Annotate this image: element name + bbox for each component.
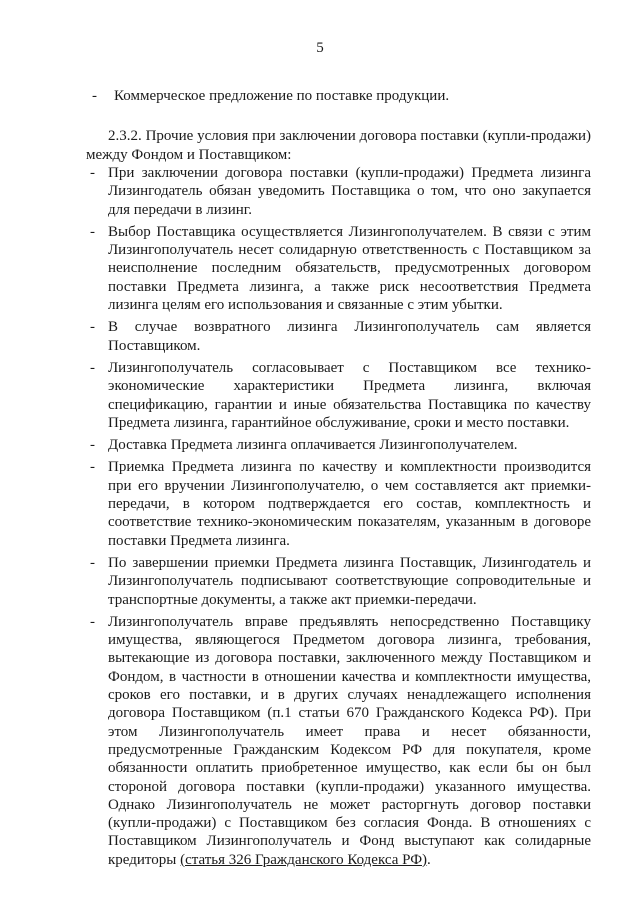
last-item-body: Лизингополучатель вправе предъявлять непосредственно Поставщику имущества, являющегося Предметом договора лизинга, требования, вытекающие из договора поставки, заключенного между Поставщиком и Фондом, в частности в отношении качества и комплектности имущества, сроков его поставки, и в других случаях ненадлежащего исполнения договора Поставщиком (п.1 статьи 670 Гражданского Кодекса РФ). При этом Лизингополучатель имеет права и несет обязанности, предусмотренные Гражданским Кодексом РФ для покупателя, кроме обязанности оплатить приобретенное имущество, как если бы он был стороной договора поставки (купли-продажи) указанного имущества. Однако Лизингополучатель не может расторгнуть договор поставки (купли-продажи) с Поставщиком без согласия Фонда. В отношениях с Поставщиком Лизингополучатель и Фонд выступают как солидарные кредиторы xyxy=(108,613,591,868)
list-item xyxy=(86,436,591,454)
page-number: 5 xyxy=(316,40,324,56)
last-item-end: . xyxy=(427,851,431,868)
list-item-text: Доставка Предмета лизинга оплачивается Лизингополучателем. xyxy=(108,437,518,454)
bullet-dash: - xyxy=(90,359,95,376)
section-heading: 2.3.2. Прочие условия при заключении договора поставки (купли-продажи) между Фондом и Поставщиком: xyxy=(86,128,591,163)
bullet-dash: - xyxy=(90,437,95,454)
list-item xyxy=(86,164,591,219)
list-item xyxy=(86,613,591,869)
bullet-dash: - xyxy=(90,319,95,336)
bullet-dash: - xyxy=(90,223,95,240)
conditions-list xyxy=(86,164,591,873)
list-item-text: По завершении приемки Предмета лизинга Поставщик, Лизингодатель и Лизингополучатель подписывают соответствующие сопроводительные и транспортные документы, а также акт приемки-передачи. xyxy=(108,554,591,608)
list-item xyxy=(86,359,591,432)
bullet-dash: - xyxy=(90,459,95,476)
list-item xyxy=(86,223,591,314)
intro-list-item xyxy=(92,88,449,105)
list-item-text: При заключении договора поставки (купли-продажи) Предмета лизинга Лизингодатель обязан уведомить Поставщика о том, что оно закупается для передачи в лизинг. xyxy=(108,165,591,218)
list-item-text: В случае возвратного лизинга Лизингополучатель сам является Поставщиком. xyxy=(108,319,591,354)
bullet-dash: - xyxy=(90,165,95,181)
list-item xyxy=(86,318,591,355)
bullet-dash: - xyxy=(90,613,95,630)
list-item xyxy=(86,458,591,549)
list-item-text: Выбор Поставщика осуществляется Лизингополучателем. В связи с этим Лизингополучатель несет солидарную ответственность с Поставщиком за неисполнение последним обязательств, предусмотренных договором поставки Предмета лизинга, а также риск несоответствия Предмета лизинга целям его использования и связанные с этим убытки. xyxy=(108,223,591,314)
bullet-dash: - xyxy=(90,554,95,571)
intro-item-text: Коммерческое предложение по поставке продукции. xyxy=(114,88,450,104)
list-item-text: Приемка Предмета лизинга по качеству и комплектности производится при его вручении Лизингополучателю, о чем составляется акт приемки-передачи, в котором подтверждается его состав, комплектность и соответствие технико-экономическим показателям, указанным в договоре поставки Предмета лизинга. xyxy=(108,459,591,549)
law-reference-link[interactable]: (статья 326 Гражданского Кодекса РФ) xyxy=(180,851,428,868)
bullet-dash: - xyxy=(92,88,97,104)
list-item xyxy=(86,554,591,609)
list-item-text: Лизингополучатель согласовывает с Поставщиком все технико-экономические характеристики Предмета лизинга, включая спецификацию, гарантии и иные обязательства Поставщика по качеству Предмета лизинга, гарантийное обслуживание, сроки и место поставки. xyxy=(108,359,591,431)
list-item-text xyxy=(108,613,591,869)
